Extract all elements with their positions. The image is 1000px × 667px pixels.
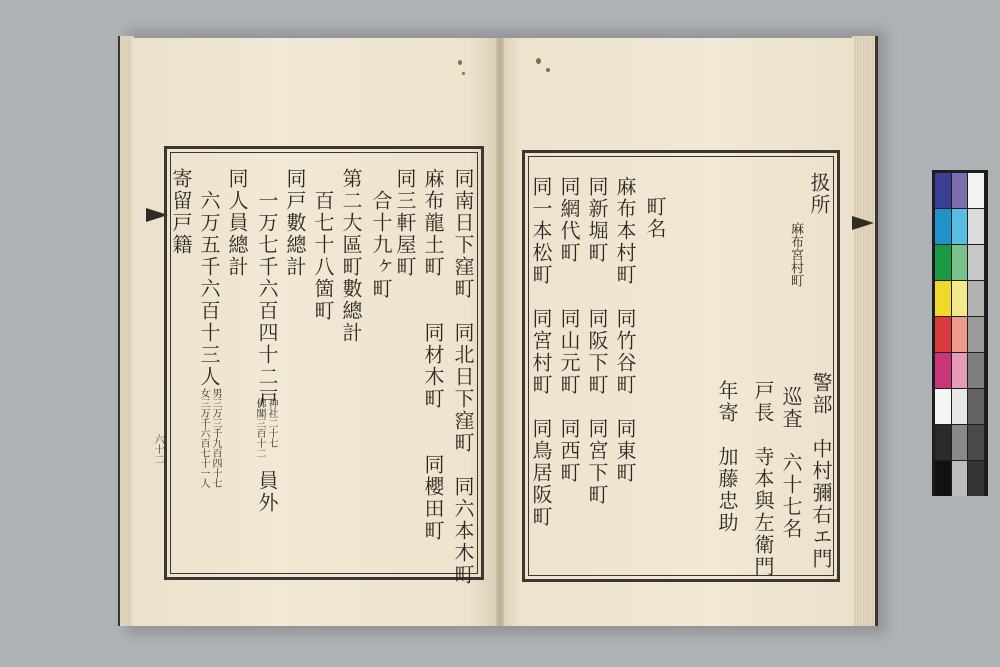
left-col-8: 一万七千六百四十二戸 bbox=[255, 190, 279, 410]
right-col-3: 警部 中村彌右エ門 bbox=[809, 372, 833, 570]
right-col-6: 年寄 加藤忠助 bbox=[715, 380, 739, 534]
book-edge-right bbox=[852, 36, 878, 626]
left-col-4: 合十九ヶ町 bbox=[369, 190, 393, 300]
stain bbox=[546, 68, 550, 72]
left-col-2: 麻布龍土町 同材木町 同櫻田町 bbox=[421, 168, 445, 542]
temple-note: 佛閣三百十二 bbox=[254, 398, 265, 458]
left-col-6: 百七十八箇町 bbox=[311, 190, 335, 322]
gender-note-male: 男三万三千九百四十七 bbox=[210, 388, 221, 488]
book-gutter bbox=[496, 38, 504, 626]
left-col-10: 六万五千六百十三人 bbox=[197, 190, 221, 388]
page-number: 六十二 bbox=[152, 434, 163, 464]
shrine-note: 神社二十七 bbox=[266, 398, 277, 448]
right-col-11: 同一本松町 同宮村町 同鳥居阪町 bbox=[529, 176, 553, 528]
left-col-11: 寄留戸籍 bbox=[169, 168, 193, 256]
stain bbox=[462, 72, 465, 75]
right-col-10: 同網代町 同山元町 同西町 bbox=[557, 176, 581, 484]
right-col-7: 町名 bbox=[643, 196, 667, 240]
color-checker-card bbox=[932, 170, 988, 496]
stain bbox=[536, 58, 541, 64]
left-col-9: 同人員總計 bbox=[225, 168, 249, 278]
stain bbox=[458, 60, 462, 65]
right-col-4: 巡査 六十七名 bbox=[779, 386, 803, 540]
extra-label: 員外 bbox=[255, 470, 279, 514]
gender-note-female: 女三万千六百七十一人 bbox=[198, 388, 209, 488]
left-col-1: 同南日下窪町 同北日下窪町 同六本木町 bbox=[451, 168, 475, 586]
left-col-5: 第二大區町數總計 bbox=[339, 168, 363, 344]
left-col-7: 同戸數總計 bbox=[283, 168, 307, 278]
right-col-5: 戸長 寺本與左衛門 bbox=[751, 380, 775, 578]
right-col-9: 同新堀町 同阪下町 同宮下町 bbox=[585, 176, 609, 506]
right-col-1: 扱所 bbox=[807, 172, 831, 216]
right-col-8: 麻布本村町 同竹谷町 同東町 bbox=[613, 176, 637, 484]
left-col-3: 同三軒屋町 bbox=[393, 168, 417, 278]
right-col-2: 麻布宮村町 bbox=[788, 222, 803, 287]
